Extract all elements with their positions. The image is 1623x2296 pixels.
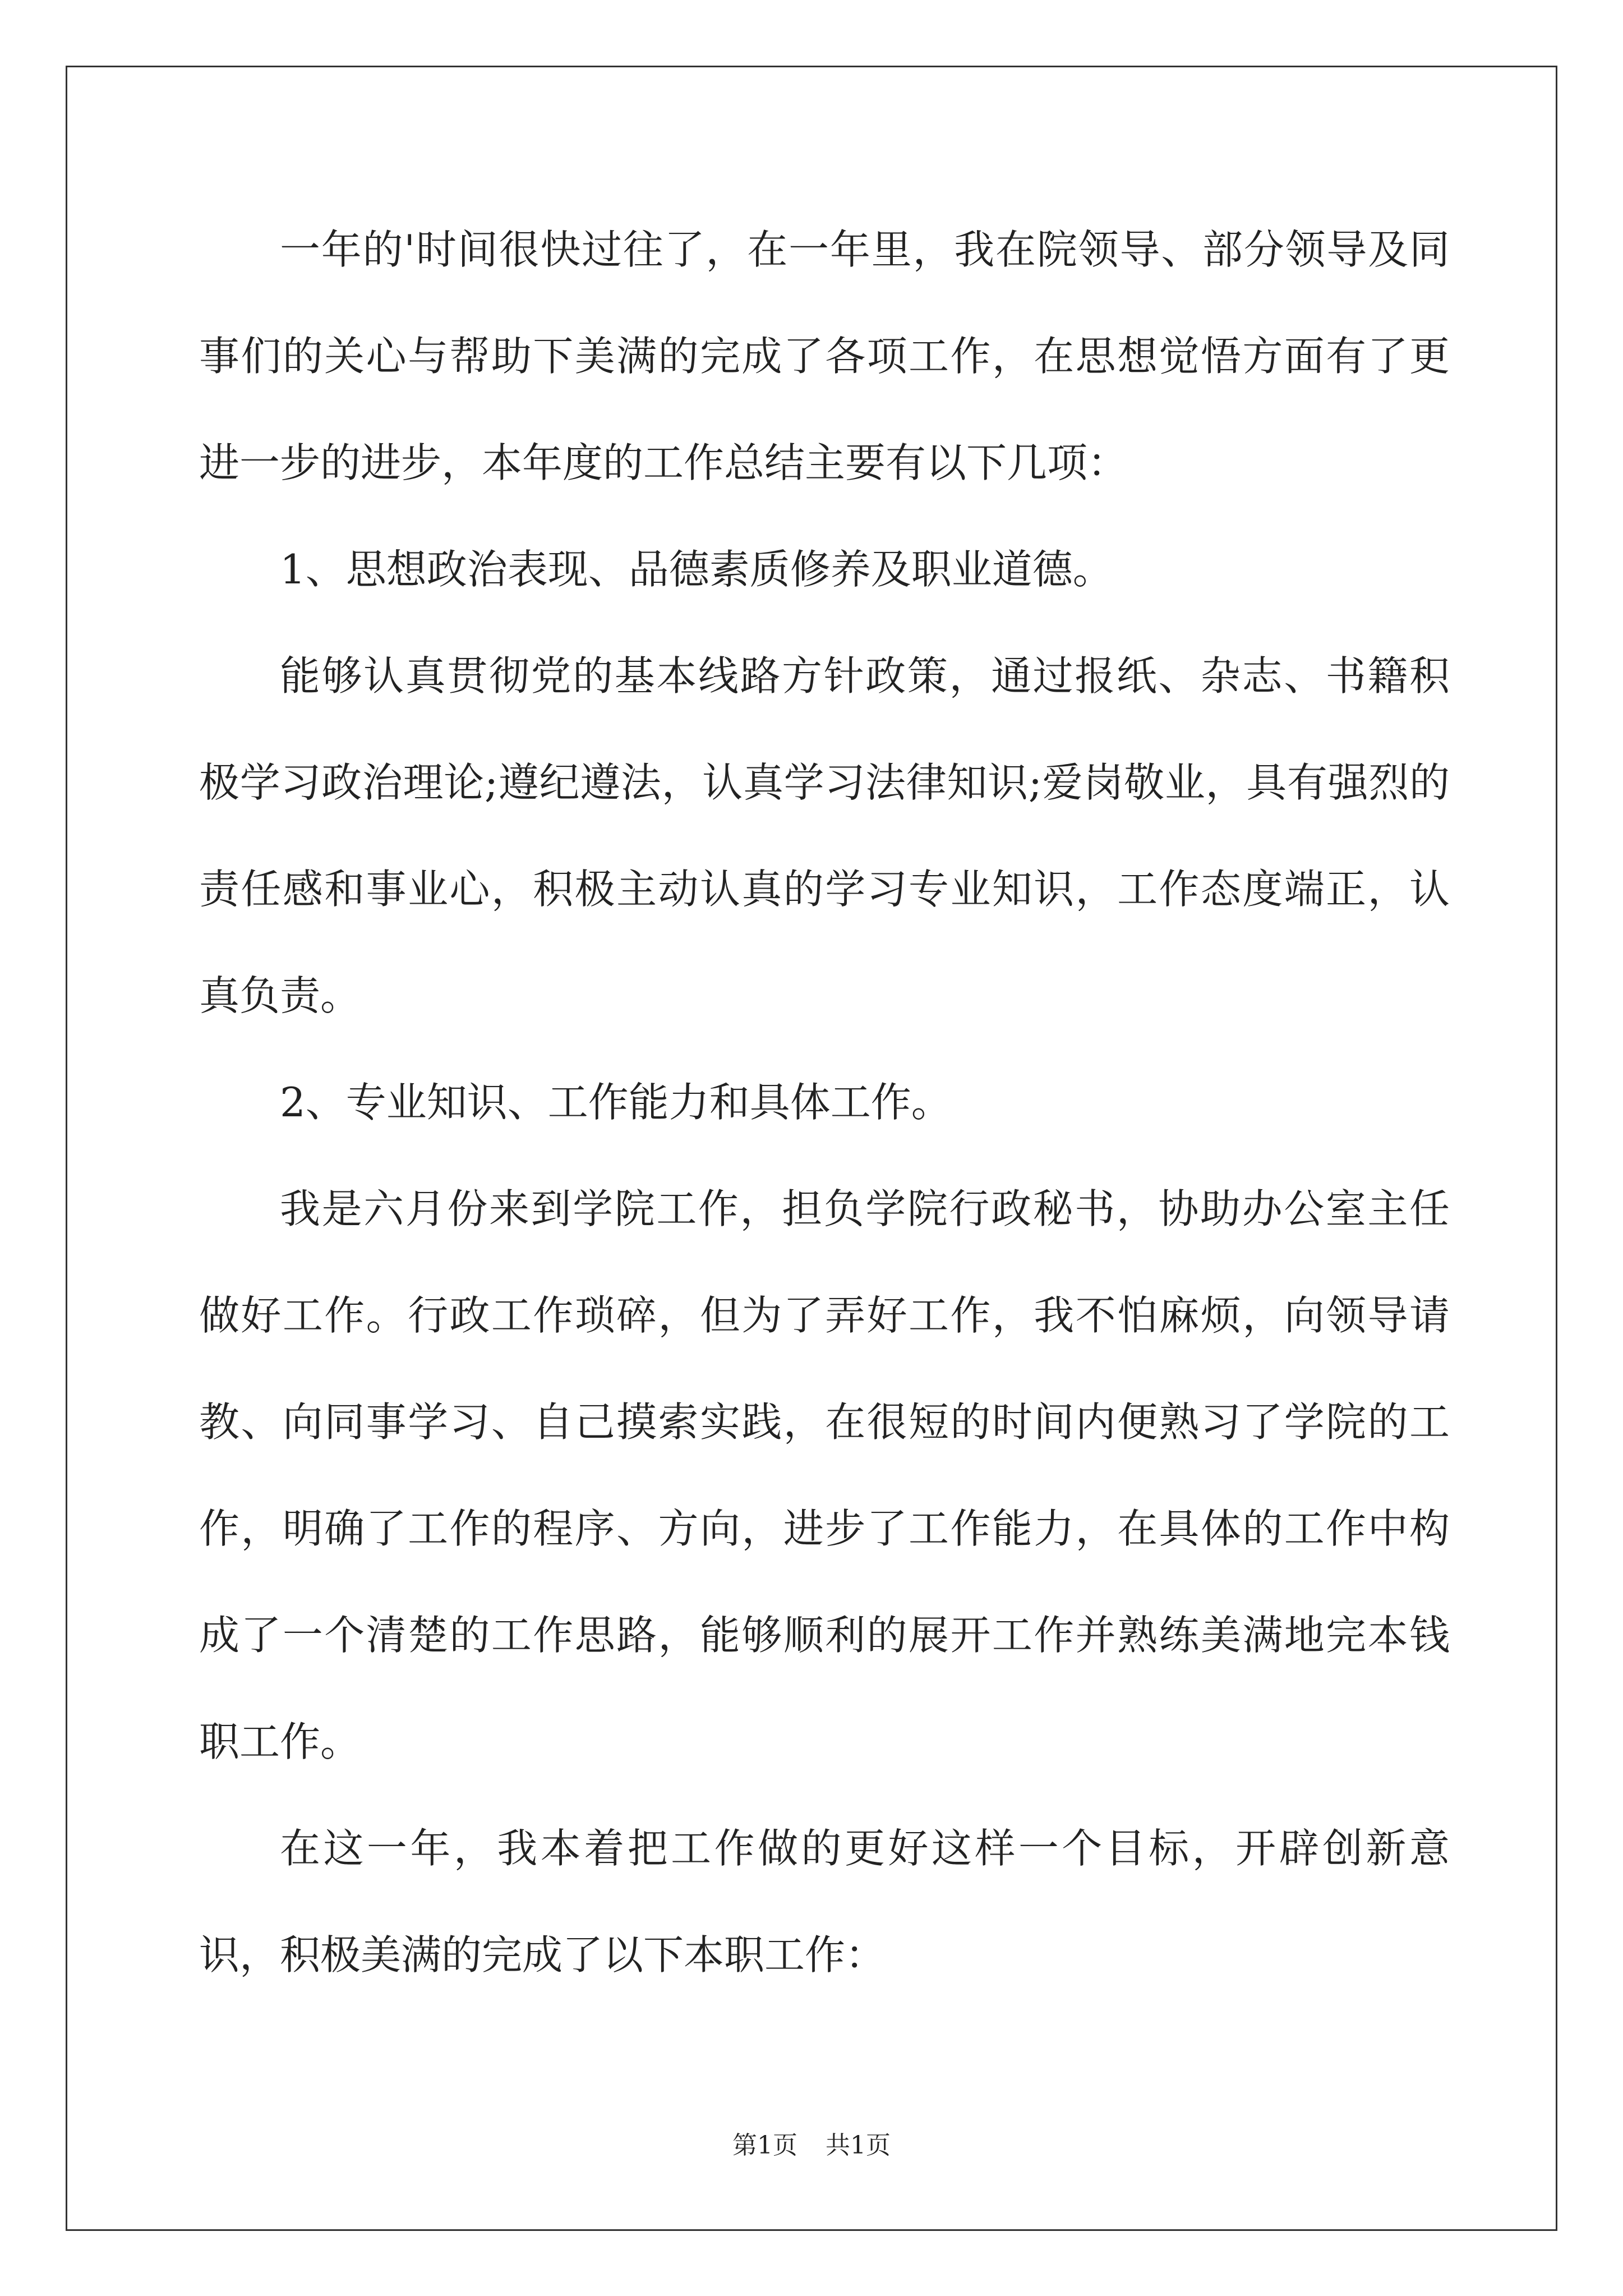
section-heading-1: 1、思想政治表现、品德素质修养及职业道德。 — [280, 546, 1113, 593]
section-heading-2: 2、专业知识、工作能力和具体工作。 — [280, 1079, 952, 1126]
page-number-total: 共1页 — [826, 2131, 891, 2160]
paragraph-work: 我是六月份来到学院工作，担负学院行政秘书，协助办公室主任做好工作。行政工作琐碎，但为了弄好工作，我不怕麻烦，向领导请教、向同事学习、自己摸索实践，在很短的时间内便熟习了学院的工作，明确了工作的程序、方向，进步了工作能力，在具体的工作中构成了一个清楚的工作思路，能够顺利的展开工作并熟练美满地完本钱职工作。 — [199, 1185, 1450, 1765]
page-number-current: 第1页 — [732, 2131, 797, 2160]
paragraph-goals: 在这一年，我本着把工作做的更好这样一个目标，开辟创新意识，积极美满的完成了以下本职工作： — [199, 1825, 1450, 1978]
page-footer — [0, 2129, 1623, 2162]
paragraph-politics: 能够认真贯彻党的基本线路方针政策，通过报纸、杂志、书籍积极学习政治理论;遵纪遵法，认真学习法律知识;爱岗敬业，具有强烈的责任感和事业心，积极主动认真的学习专业知识，工作态度端正，认真负责。 — [199, 652, 1450, 1019]
document-body — [199, 196, 1450, 2008]
paragraph-intro: 一年的'时间很快过往了，在一年里，我在院领导、部分领导及同事们的关心与帮助下美满的完成了各项工作，在思想觉悟方面有了更进一步的进步，本年度的工作总结主要有以下几项： — [199, 226, 1450, 486]
